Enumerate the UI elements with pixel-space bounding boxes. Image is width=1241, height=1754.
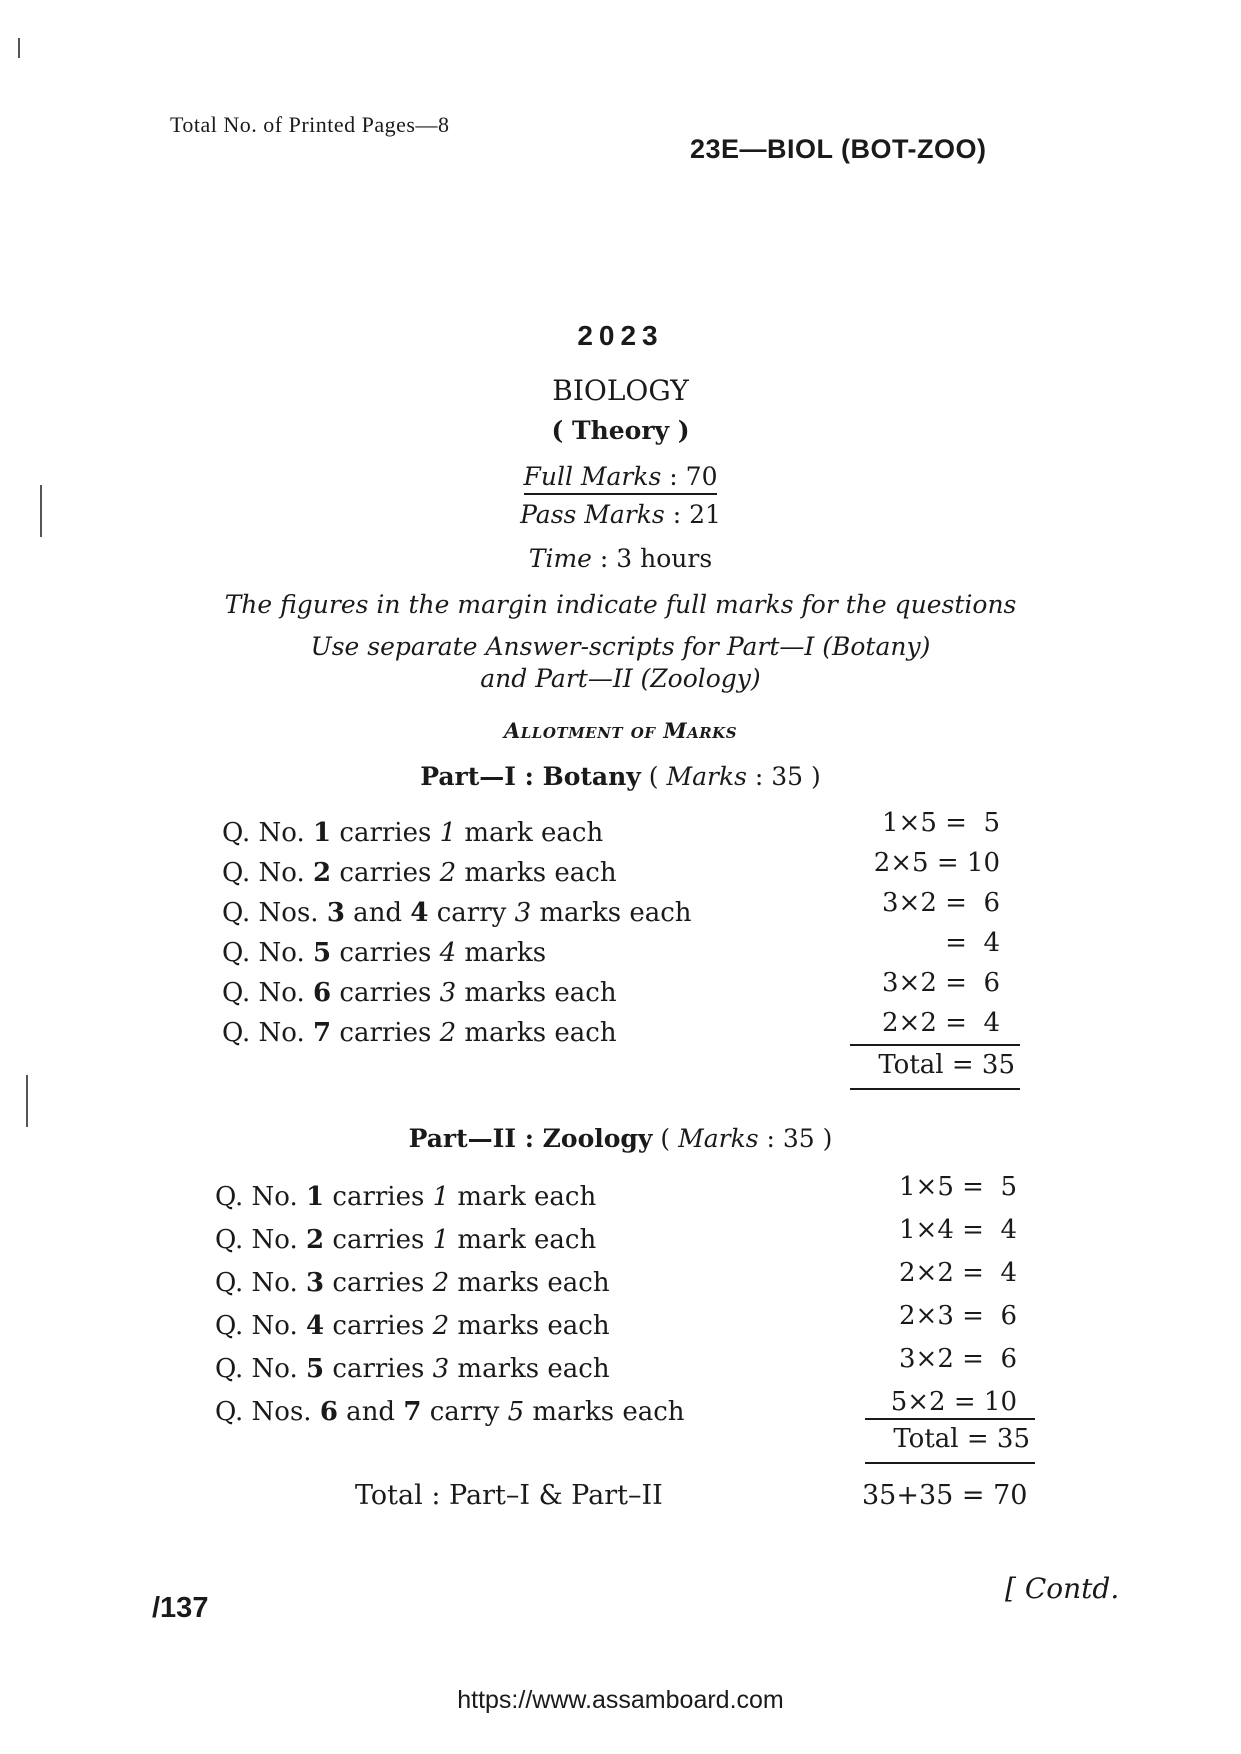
marks-calculation: 2×2 = 4 xyxy=(899,1258,1017,1288)
question-connector: carries xyxy=(324,1182,433,1212)
marks-calculation: 2×5 = 10 xyxy=(873,848,1000,878)
full-marks-value: : 70 xyxy=(669,462,718,491)
time-value: : 3 hours xyxy=(599,544,713,573)
question-connector: carries xyxy=(331,978,440,1008)
part2-sum-line xyxy=(865,1418,1035,1420)
question-row xyxy=(215,1397,685,1427)
question-prefix: Q. No. xyxy=(215,1311,307,1341)
question-suffix: marks each xyxy=(456,978,617,1008)
marks-each: 3 xyxy=(432,1354,450,1384)
question-prefix: Q. No. xyxy=(222,978,314,1008)
question-suffix: marks each xyxy=(449,1354,610,1384)
grand-total-label: Total : Part–I & Part–II xyxy=(355,1480,663,1511)
question-suffix: mark each xyxy=(449,1225,597,1255)
pass-marks-label: Pass Marks xyxy=(520,500,665,529)
marks-calculation: = 4 xyxy=(945,928,1000,958)
marks-calculation: 5×2 = 10 xyxy=(890,1387,1017,1417)
question-number: 5 xyxy=(306,1354,325,1384)
part1-total-underline xyxy=(850,1088,1020,1090)
part1-marks-label: Marks xyxy=(666,762,747,791)
marks-calculation: 1×5 = 5 xyxy=(882,808,1000,838)
question-row xyxy=(215,1182,596,1212)
continued-marker: [ Contd. xyxy=(1005,1572,1120,1605)
question-number: 3 xyxy=(326,898,345,928)
paper-code: 23E—BIOL (BOT-ZOO) xyxy=(690,134,987,164)
question-suffix: mark each xyxy=(449,1182,597,1212)
part1-total: Total = 35 xyxy=(878,1050,1015,1080)
subject-title: BIOLOGY xyxy=(552,374,689,407)
question-number: 6 xyxy=(313,978,332,1008)
marks-calculation: 3×2 = 6 xyxy=(882,888,1000,918)
question-connector: carries xyxy=(331,938,440,968)
pass-marks-value: : 21 xyxy=(672,500,721,529)
question-prefix: Q. Nos. xyxy=(222,898,327,928)
question-connector: carries xyxy=(324,1311,433,1341)
question-number: 2 xyxy=(313,858,332,888)
question-connector: carries xyxy=(324,1225,433,1255)
question-connector: carries xyxy=(331,858,440,888)
allotment-heading: Allotment of Marks xyxy=(503,718,738,743)
question-prefix: Q. No. xyxy=(215,1268,307,1298)
marks-calculation: 3×2 = 6 xyxy=(899,1344,1017,1374)
question-prefix: Q. No. xyxy=(215,1225,307,1255)
page-code: /137 xyxy=(152,1592,209,1624)
question-number: 2 xyxy=(306,1225,325,1255)
marks-calculation: 1×4 = 4 xyxy=(899,1215,1017,1245)
marks-each: 1 xyxy=(432,1225,450,1255)
question-prefix: Q. No. xyxy=(222,938,314,968)
question-prefix: Q. No. xyxy=(222,858,314,888)
marks-each: 3 xyxy=(514,898,532,928)
full-marks xyxy=(0,462,1241,491)
part1-name: Part—I : Botany xyxy=(420,762,641,791)
marks-each: 1 xyxy=(432,1182,450,1212)
marks-each: 1 xyxy=(439,818,457,848)
pass-marks xyxy=(0,500,1241,529)
part2-marks-label: Marks xyxy=(678,1124,759,1153)
question-prefix: Q. No. xyxy=(215,1354,307,1384)
question-suffix: marks each xyxy=(449,1311,610,1341)
question-suffix: marks each xyxy=(449,1268,610,1298)
footer-url[interactable]: https://www.assamboard.com xyxy=(457,1686,784,1714)
marks-each: 2 xyxy=(432,1311,450,1341)
question-connector: and xyxy=(337,1397,404,1427)
question-row xyxy=(222,938,546,968)
question-row xyxy=(222,1018,617,1048)
part2-total-underline xyxy=(865,1462,1035,1464)
question-number: 3 xyxy=(306,1268,325,1298)
marks-calculation: 2×2 = 4 xyxy=(882,1008,1000,1038)
marks-each: 4 xyxy=(439,938,457,968)
exam-year: 2023 xyxy=(577,320,664,351)
paper-type: ( Theory ) xyxy=(551,416,690,445)
question-row xyxy=(215,1311,610,1341)
question-row xyxy=(222,978,617,1008)
question-row xyxy=(222,898,692,928)
question-suffix: marks each xyxy=(524,1397,685,1427)
question-prefix: Q. No. xyxy=(222,818,314,848)
question-connector: carries xyxy=(331,818,440,848)
exam-time xyxy=(0,544,1241,573)
question-suffix: marks xyxy=(456,938,547,968)
marks-each: 5 xyxy=(507,1397,525,1427)
question-number: 1 xyxy=(313,818,332,848)
question-number-second: 4 xyxy=(410,898,429,928)
part2-name: Part—II : Zoology xyxy=(408,1124,653,1153)
part1-sum-line xyxy=(850,1044,1020,1046)
question-connector-second: carry xyxy=(421,1397,508,1427)
question-prefix: Q. Nos. xyxy=(215,1397,320,1427)
marks-each: 2 xyxy=(439,858,457,888)
question-connector: carries xyxy=(324,1268,433,1298)
margin-mark-top xyxy=(18,38,20,58)
part1-heading: Part—I : Botany ( Marks : 35 ) xyxy=(420,762,821,791)
marks-calculation: 3×2 = 6 xyxy=(882,968,1000,998)
full-marks-label: Full Marks xyxy=(523,462,662,491)
question-number: 1 xyxy=(306,1182,325,1212)
part2-total: Total = 35 xyxy=(893,1424,1030,1454)
question-prefix: Q. No. xyxy=(215,1182,307,1212)
marks-each: 2 xyxy=(432,1268,450,1298)
question-number: 5 xyxy=(313,938,332,968)
question-number: 7 xyxy=(313,1018,332,1048)
part2-heading: Part—II : Zoology ( Marks : 35 ) xyxy=(408,1124,833,1153)
part2-marks-value: : 35 xyxy=(766,1124,815,1153)
question-connector: carries xyxy=(324,1354,433,1384)
question-connector: carries xyxy=(331,1018,440,1048)
marks-each: 3 xyxy=(439,978,457,1008)
question-number: 6 xyxy=(319,1397,338,1427)
part1-marks-value: : 35 xyxy=(754,762,804,791)
question-row xyxy=(215,1225,596,1255)
instruction-answer-scripts-cont: and Part—II (Zoology) xyxy=(480,664,761,693)
question-suffix: marks each xyxy=(531,898,692,928)
question-connector-second: carry xyxy=(428,898,515,928)
question-number-second: 7 xyxy=(403,1397,422,1427)
question-prefix: Q. No. xyxy=(222,1018,314,1048)
question-row xyxy=(215,1354,610,1384)
marks-calculation: 2×3 = 6 xyxy=(899,1301,1017,1331)
question-connector: and xyxy=(344,898,411,928)
total-printed-pages: Total No. of Printed Pages—8 xyxy=(170,112,450,137)
instruction-margin-marks: The figures in the margin indicate full marks for the questions xyxy=(224,590,1017,619)
question-row xyxy=(215,1268,610,1298)
question-suffix: mark each xyxy=(456,818,604,848)
marks-calculation: 1×5 = 5 xyxy=(899,1172,1017,1202)
time-label: Time xyxy=(528,544,592,573)
instruction-answer-scripts: Use separate Answer-scripts for Part—I (Botany) xyxy=(310,632,931,661)
question-row xyxy=(222,858,617,888)
question-suffix: marks each xyxy=(456,858,617,888)
question-number: 4 xyxy=(306,1311,325,1341)
question-row xyxy=(222,818,603,848)
grand-total-value: 35+35 = 70 xyxy=(862,1480,1028,1511)
question-suffix: marks each xyxy=(456,1018,617,1048)
marks-each: 2 xyxy=(439,1018,457,1048)
margin-mark-lower xyxy=(26,1075,28,1127)
